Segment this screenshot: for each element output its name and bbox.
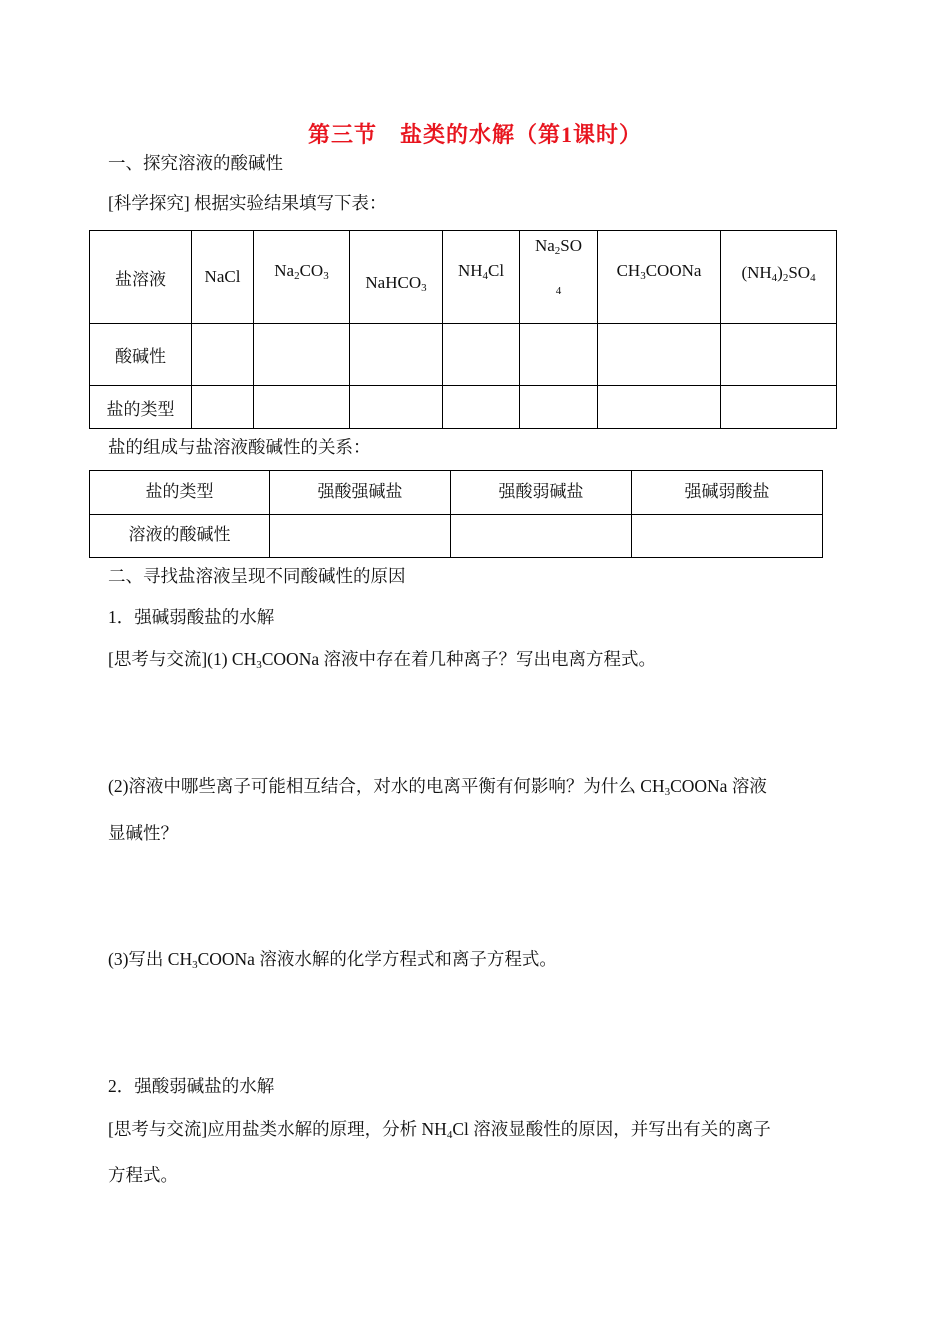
salt-type-table	[89, 470, 823, 558]
answer-cell[interactable]	[443, 386, 520, 429]
header-salt-type: 盐的类型	[90, 471, 270, 515]
section1-intro: [科学探究] 根据实验结果填写下表：	[108, 193, 387, 213]
row-header-salt-solution: 盐溶液	[90, 231, 192, 324]
salt-nh4cl: $NH_4Cl$	[443, 231, 520, 324]
answer-cell[interactable]	[520, 324, 598, 386]
answer-cell[interactable]	[350, 324, 443, 386]
header-strong-acid-strong-base: 强酸强碱盐	[270, 471, 451, 515]
question-2-continued: 显碱性？	[108, 823, 178, 843]
question-1: [思考与交流](1) $CH_3COONa$ 溶液中存在着几种离子？写出电离方程式。	[108, 649, 656, 671]
section1-heading: 一、探究溶液的酸碱性	[108, 153, 283, 173]
row-header-acidity: 酸碱性	[90, 324, 192, 386]
answer-cell[interactable]	[721, 386, 837, 429]
answer-cell[interactable]	[598, 324, 721, 386]
question-3: (3)写出 $CH_3COONa$ 溶液水解的化学方程式和离子方程式。	[108, 949, 557, 971]
subsection2-heading: 2．强酸弱碱盐的水解	[108, 1076, 275, 1096]
salt-na2so4: $Na_2SO$ 4	[520, 231, 598, 324]
subsection1-heading: 1．强碱弱酸盐的水解	[108, 607, 275, 627]
salt-ch3coona: $CH_3COONa$	[598, 231, 721, 324]
answer-cell[interactable]	[254, 386, 350, 429]
relation-heading: 盐的组成与盐溶液酸碱性的关系：	[108, 437, 371, 457]
answer-cell[interactable]	[192, 324, 254, 386]
header-strong-acid-weak-base: 强酸弱碱盐	[451, 471, 632, 515]
question-2: (2)溶液中哪些离子可能相互结合，对水的电离平衡有何影响？为什么 $CH_3COONa$ 溶液	[108, 776, 767, 798]
salt-nh4-2so4: $(NH_4)_2SO_4$	[721, 231, 837, 324]
question-4-continued: 方程式。	[108, 1165, 178, 1185]
answer-cell[interactable]	[443, 324, 520, 386]
question-4: [思考与交流]应用盐类水解的原理，分析 $NH_4Cl$ 溶液显酸性的原因，并写出有关的离子	[108, 1119, 771, 1141]
answer-cell[interactable]	[350, 386, 443, 429]
answer-cell[interactable]	[270, 515, 451, 558]
header-strong-base-weak-acid: 强碱弱酸盐	[632, 471, 823, 515]
answer-cell[interactable]	[451, 515, 632, 558]
row-header-salt-type: 盐的类型	[90, 386, 192, 429]
salt-nacl: NaCl	[192, 231, 254, 324]
answer-cell[interactable]	[254, 324, 350, 386]
salt-na2co3: $Na_2CO_3$	[254, 231, 350, 324]
section2-heading: 二、寻找盐溶液呈现不同酸碱性的原因	[108, 566, 406, 586]
answer-cell[interactable]	[632, 515, 823, 558]
answer-cell[interactable]	[721, 324, 837, 386]
row-label-solution-acidity: 溶液的酸碱性	[90, 515, 270, 558]
salt-acidity-table	[89, 230, 837, 429]
answer-cell[interactable]	[598, 386, 721, 429]
page-title: 第三节 盐类的水解（第1课时）	[307, 122, 642, 147]
salt-nahco3: NaHCO$_3$	[350, 231, 443, 324]
answer-cell[interactable]	[192, 386, 254, 429]
answer-cell[interactable]	[520, 386, 598, 429]
